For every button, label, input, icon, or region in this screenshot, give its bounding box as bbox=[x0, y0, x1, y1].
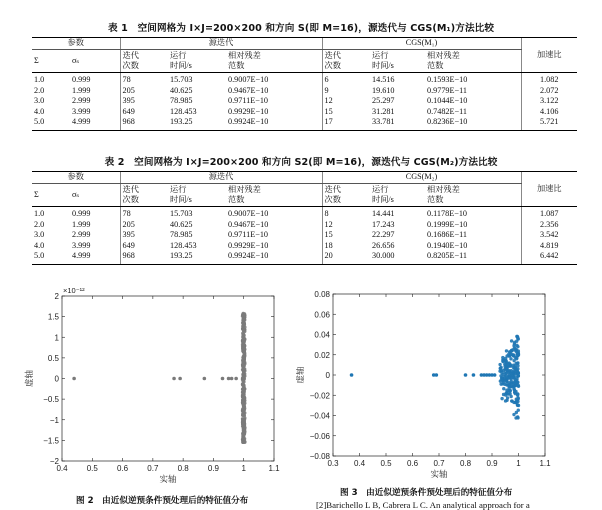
table1-col-si-iter: 迭代 次数 bbox=[120, 50, 168, 73]
figure3-caption: 图 3 由近似逆预条件预处理后的特征值分布 bbox=[340, 488, 513, 498]
y-tick-label: −0.06 bbox=[309, 431, 330, 441]
data-point bbox=[515, 351, 518, 354]
cell-sigma: 4.0 bbox=[34, 106, 45, 116]
table-row bbox=[32, 220, 577, 231]
table-row bbox=[32, 117, 577, 130]
table2-col-sigma-s: σₛ bbox=[70, 184, 120, 207]
x-tick-label: 0.8 bbox=[177, 464, 189, 473]
data-point bbox=[493, 373, 497, 377]
data-point bbox=[499, 367, 502, 370]
table2 bbox=[32, 171, 577, 265]
data-point bbox=[242, 440, 245, 443]
x-tick-label: 0.9 bbox=[207, 464, 219, 473]
cell-sigma-s: 3.999 bbox=[72, 106, 91, 116]
cell-si-time: 78.985 bbox=[170, 96, 193, 105]
table2-caption: 表 2 空间网格为 I×J=200×200 和方向 S2(即 M=16)，源迭代与 CGS(M₂)方法比较 bbox=[104, 157, 498, 168]
cell-si-iter: 78 bbox=[120, 207, 168, 220]
cell-sigma-s: 2.999 bbox=[72, 96, 91, 105]
data-point bbox=[172, 377, 176, 381]
cell-cgs-res: 0.8236E−10 bbox=[425, 117, 521, 130]
data-point bbox=[241, 332, 244, 335]
data-point bbox=[517, 385, 520, 388]
cell-speedup: 3.542 bbox=[521, 230, 577, 241]
cell-si-iter: 395 bbox=[120, 96, 168, 107]
cell-cgs-iter: 8 bbox=[322, 207, 370, 220]
data-point bbox=[502, 387, 505, 390]
cell-si-time: 40.625 bbox=[170, 85, 193, 95]
y-axis-label: 虚轴 bbox=[296, 366, 305, 384]
cell-si-time: 128.453 bbox=[170, 240, 197, 250]
table1-col-sigma-s: σₛ bbox=[70, 50, 120, 73]
data-point bbox=[464, 373, 468, 377]
reference-line: [2]Barichello L B, Cabrera L C. An analytical approach for a bbox=[316, 500, 530, 510]
table1-col-cgs-time: 运行 时间/s bbox=[370, 50, 425, 73]
cell-cgs-time: 33.781 bbox=[370, 117, 425, 130]
cell-si-time: 15.703 bbox=[170, 75, 193, 84]
data-point bbox=[178, 377, 182, 381]
data-point bbox=[512, 370, 515, 373]
data-point bbox=[516, 403, 519, 406]
cell-cgs-time: 25.297 bbox=[372, 96, 395, 105]
figure2-caption: 图 2 由近似逆预条件预处理后的特征值分布 bbox=[76, 496, 249, 506]
cell-si-time: 40.625 bbox=[170, 219, 193, 229]
cell-sigma: 2.0 bbox=[34, 85, 45, 95]
table1-col-si-time: 运行 时间/s bbox=[168, 50, 226, 73]
data-point bbox=[241, 413, 244, 416]
data-point bbox=[435, 373, 439, 377]
data-point bbox=[241, 418, 244, 421]
cell-cgs-time: 17.243 bbox=[372, 219, 395, 229]
cell-cgs-iter: 6 bbox=[322, 73, 370, 86]
table2-group-cgs: CGS(M₂) bbox=[322, 172, 521, 184]
cell-cgs-res: 0.1686E−11 bbox=[427, 230, 468, 239]
y-tick-label: 0 bbox=[54, 374, 59, 384]
x-tick-label: 0.3 bbox=[327, 459, 339, 468]
data-point bbox=[504, 360, 507, 363]
cell-si-iter: 78 bbox=[120, 73, 168, 86]
cell-si-res: 0.9467E−10 bbox=[228, 85, 269, 95]
cell-sigma: 3.0 bbox=[34, 96, 45, 105]
data-point bbox=[507, 376, 510, 379]
table1-col-cgs-res: 相对残差 范数 bbox=[425, 50, 521, 73]
table1-group-cgs: CGS(M₁) bbox=[322, 38, 521, 50]
data-point bbox=[203, 377, 207, 381]
data-point bbox=[512, 353, 515, 356]
table-row bbox=[32, 241, 577, 252]
cell-cgs-time: 19.610 bbox=[372, 85, 395, 95]
data-point bbox=[243, 432, 246, 435]
data-point bbox=[505, 349, 508, 352]
data-point bbox=[242, 384, 245, 387]
data-point bbox=[508, 354, 511, 357]
cell-si-res: 0.9467E−10 bbox=[228, 219, 269, 229]
cell-sigma-s: 4.999 bbox=[70, 117, 120, 130]
x-tick-label: 1 bbox=[241, 464, 246, 473]
cell-cgs-time: 26.656 bbox=[372, 240, 395, 250]
x-tick-label: 0.7 bbox=[147, 464, 159, 473]
data-point bbox=[500, 378, 503, 381]
table2-group-params: 参数 bbox=[32, 172, 120, 184]
cell-sigma: 4.0 bbox=[34, 240, 45, 250]
y-tick-label: 0.08 bbox=[314, 290, 330, 299]
data-point bbox=[505, 383, 508, 386]
cell-cgs-time: 22.297 bbox=[372, 230, 395, 239]
data-point bbox=[505, 389, 508, 392]
table-row bbox=[32, 96, 577, 107]
data-point bbox=[243, 350, 246, 353]
cell-si-iter: 649 bbox=[120, 241, 168, 252]
cell-cgs-res: 0.9779E−11 bbox=[427, 85, 468, 95]
cell-sigma: 2.0 bbox=[34, 219, 45, 229]
cell-speedup: 2.356 bbox=[521, 220, 577, 231]
cell-cgs-res: 0.7482E−11 bbox=[427, 106, 468, 116]
cell-si-time: 15.703 bbox=[170, 209, 193, 218]
x-tick-label: 1.1 bbox=[268, 464, 280, 473]
table-row bbox=[32, 107, 577, 118]
y-tick-label: 2 bbox=[54, 292, 59, 301]
data-point bbox=[241, 335, 244, 338]
y-tick-label: 0.06 bbox=[314, 310, 330, 320]
data-point bbox=[509, 395, 512, 398]
cell-sigma-s: 0.999 bbox=[72, 209, 91, 218]
data-point bbox=[514, 384, 517, 387]
cell-cgs-time: 31.281 bbox=[372, 106, 395, 116]
cell-sigma-s: 3.999 bbox=[72, 240, 91, 250]
cell-cgs-time: 30.000 bbox=[370, 251, 425, 264]
cell-speedup: 3.122 bbox=[521, 96, 577, 107]
cell-cgs-iter: 18 bbox=[322, 241, 370, 252]
table1-col-sigma: Σ bbox=[32, 50, 70, 73]
data-point bbox=[503, 378, 506, 381]
data-point bbox=[72, 377, 76, 381]
figure3-plot bbox=[296, 284, 566, 493]
data-point bbox=[517, 374, 520, 377]
data-point bbox=[242, 328, 245, 331]
data-point bbox=[230, 377, 234, 381]
cell-speedup: 4.106 bbox=[521, 107, 577, 118]
y-tick-label: 0.5 bbox=[47, 353, 59, 363]
cell-speedup: 5.721 bbox=[521, 117, 577, 130]
cell-sigma: 3.0 bbox=[34, 230, 45, 239]
table1-col-cgs-iter: 迭代 次数 bbox=[322, 50, 370, 73]
data-point bbox=[350, 373, 354, 377]
table-row bbox=[32, 86, 577, 97]
data-point bbox=[241, 422, 244, 425]
data-point bbox=[242, 374, 245, 377]
data-point bbox=[514, 390, 517, 393]
y-tick-label: −2 bbox=[49, 457, 59, 466]
cell-si-res: 0.9929E−10 bbox=[228, 240, 269, 250]
data-point bbox=[512, 359, 515, 362]
data-point bbox=[243, 314, 246, 317]
data-point bbox=[241, 319, 244, 322]
data-point bbox=[510, 349, 513, 352]
table2-col-cgs-time: 运行 时间/s bbox=[370, 184, 425, 207]
x-tick-label: 0.6 bbox=[406, 459, 419, 468]
x-tick-label: 0.5 bbox=[86, 464, 98, 473]
x-tick-label: 0.4 bbox=[56, 464, 68, 473]
x-tick-label: 0.6 bbox=[117, 464, 129, 473]
cell-sigma-s: 1.999 bbox=[72, 85, 91, 95]
data-point bbox=[514, 362, 517, 365]
cell-si-res: 0.9007E−10 bbox=[228, 209, 269, 218]
y-tick-label: 0 bbox=[325, 371, 330, 380]
table-row bbox=[32, 230, 577, 241]
data-point bbox=[517, 408, 520, 411]
cell-cgs-iter: 9 bbox=[322, 86, 370, 97]
y-tick-label: 1.5 bbox=[47, 312, 59, 322]
data-point bbox=[242, 406, 245, 409]
cell-cgs-iter: 17 bbox=[322, 117, 370, 130]
table1-col-speedup: 加速比 bbox=[521, 38, 577, 73]
data-point bbox=[515, 344, 518, 347]
data-point bbox=[242, 389, 245, 392]
data-point bbox=[512, 401, 515, 404]
cell-si-time: 193.25 bbox=[168, 117, 226, 130]
table1-caption: 表 1 空间网格为 I×J=200×200 和方向 S(即 M=16)，源迭代与 CGS(M₁)方法比较 bbox=[107, 23, 495, 34]
y-tick-label: −1.5 bbox=[43, 436, 59, 446]
x-axis-label: 实轴 bbox=[430, 469, 448, 479]
cell-si-res: 0.9007E−10 bbox=[228, 75, 269, 84]
cell-sigma: 1.0 bbox=[34, 75, 45, 84]
cell-sigma-s: 0.999 bbox=[72, 75, 91, 84]
data-point bbox=[512, 413, 515, 416]
cell-sigma-s: 2.999 bbox=[72, 230, 91, 239]
cell-si-iter: 968 bbox=[120, 117, 168, 130]
cell-cgs-iter: 15 bbox=[322, 230, 370, 241]
cell-cgs-res: 0.1593E−10 bbox=[427, 75, 468, 84]
data-point bbox=[241, 361, 244, 364]
data-point bbox=[500, 397, 503, 400]
data-point bbox=[516, 393, 519, 396]
data-point bbox=[516, 336, 519, 339]
cell-cgs-time: 14.441 bbox=[372, 209, 395, 218]
cell-si-res: 0.9924E−10 bbox=[226, 117, 322, 130]
table1-group-params: 参数 bbox=[32, 38, 120, 50]
data-point bbox=[241, 368, 244, 371]
y-tick-label: −0.5 bbox=[43, 395, 59, 405]
table2-col-si-iter: 迭代 次数 bbox=[120, 184, 168, 207]
x-axis-label: 实轴 bbox=[159, 474, 177, 484]
data-point bbox=[510, 339, 513, 342]
cell-sigma-s: 1.999 bbox=[72, 219, 91, 229]
y-tick-label: −0.08 bbox=[309, 452, 330, 461]
x-tick-label: 0.4 bbox=[353, 459, 366, 468]
cell-si-iter: 968 bbox=[120, 251, 168, 264]
table2-col-cgs-iter: 迭代 次数 bbox=[322, 184, 370, 207]
table2-col-si-time: 运行 时间/s bbox=[168, 184, 226, 207]
data-point bbox=[510, 382, 513, 385]
cell-si-time: 128.453 bbox=[170, 106, 197, 116]
table-row bbox=[32, 73, 577, 86]
cell-si-res: 0.9924E−10 bbox=[226, 251, 322, 264]
cell-sigma-s: 4.999 bbox=[70, 251, 120, 264]
table-row bbox=[32, 207, 577, 220]
cell-speedup: 1.087 bbox=[521, 207, 577, 220]
cell-sigma: 5.0 bbox=[32, 251, 70, 264]
table2-col-cgs-res: 相对残差 范数 bbox=[425, 184, 521, 207]
cell-si-iter: 205 bbox=[120, 86, 168, 97]
cell-speedup: 2.072 bbox=[521, 86, 577, 97]
y-axis-label: 虚轴 bbox=[24, 369, 34, 388]
data-point bbox=[472, 373, 476, 377]
table2-col-speedup: 加速比 bbox=[521, 172, 577, 207]
y-tick-label: −0.02 bbox=[309, 391, 330, 401]
cell-cgs-time: 14.516 bbox=[372, 75, 395, 84]
data-point bbox=[506, 396, 509, 399]
table1-col-si-res: 相对残差 范数 bbox=[226, 50, 322, 73]
cell-si-iter: 395 bbox=[120, 230, 168, 241]
data-point bbox=[512, 344, 515, 347]
data-point bbox=[221, 377, 225, 381]
cell-si-iter: 205 bbox=[120, 220, 168, 231]
cell-speedup: 6.442 bbox=[521, 251, 577, 264]
cell-si-res: 0.9929E−10 bbox=[228, 106, 269, 116]
data-point bbox=[498, 363, 501, 366]
cell-sigma: 1.0 bbox=[34, 209, 45, 218]
table2-col-sigma: Σ bbox=[32, 184, 70, 207]
data-point bbox=[241, 378, 244, 381]
cell-cgs-iter: 12 bbox=[322, 96, 370, 107]
data-point bbox=[516, 367, 519, 370]
data-point bbox=[241, 401, 244, 404]
y-tick-label: 1 bbox=[54, 333, 59, 343]
data-point bbox=[509, 364, 512, 367]
table-row bbox=[32, 251, 577, 264]
cell-si-iter: 649 bbox=[120, 107, 168, 118]
table1-group-si: 源迭代 bbox=[120, 38, 322, 50]
data-point bbox=[504, 399, 507, 402]
cell-sigma: 5.0 bbox=[32, 117, 70, 130]
table2-group-si: 源迭代 bbox=[120, 172, 322, 184]
data-point bbox=[509, 385, 512, 388]
data-point bbox=[515, 381, 518, 384]
cell-cgs-iter: 20 bbox=[322, 251, 370, 264]
x-tick-label: 0.9 bbox=[486, 459, 498, 468]
cell-si-res: 0.9711E−10 bbox=[228, 230, 269, 239]
data-point bbox=[505, 366, 508, 369]
cell-cgs-res: 0.8205E−11 bbox=[425, 251, 521, 264]
cell-speedup: 4.819 bbox=[521, 241, 577, 252]
y-exponent-label: ×10⁻¹² bbox=[63, 286, 85, 295]
y-tick-label: −0.04 bbox=[309, 411, 330, 421]
x-tick-label: 0.8 bbox=[459, 459, 472, 468]
data-point bbox=[242, 324, 245, 327]
data-point bbox=[243, 395, 246, 398]
data-point bbox=[516, 415, 519, 418]
table1 bbox=[32, 37, 577, 131]
cell-cgs-iter: 15 bbox=[322, 107, 370, 118]
x-tick-label: 1.1 bbox=[539, 459, 551, 468]
x-tick-label: 1 bbox=[516, 459, 521, 468]
cell-cgs-res: 0.1044E−10 bbox=[427, 96, 468, 105]
data-point bbox=[242, 344, 245, 347]
x-tick-label: 0.7 bbox=[433, 459, 445, 468]
cell-speedup: 1.082 bbox=[521, 73, 577, 86]
table2-col-si-res: 相对残差 范数 bbox=[226, 184, 322, 207]
cell-si-time: 78.985 bbox=[170, 230, 193, 239]
data-point bbox=[234, 377, 238, 381]
cell-cgs-res: 0.1178E−10 bbox=[427, 209, 468, 218]
cell-cgs-iter: 12 bbox=[322, 220, 370, 231]
y-tick-label: −1 bbox=[49, 415, 59, 425]
cell-si-time: 193.25 bbox=[168, 251, 226, 264]
data-point bbox=[501, 356, 504, 359]
y-tick-label: 0.02 bbox=[314, 350, 330, 360]
cell-cgs-res: 0.1999E−10 bbox=[427, 219, 468, 229]
figure2-plot bbox=[20, 284, 290, 493]
cell-si-res: 0.9711E−10 bbox=[228, 96, 269, 105]
y-tick-label: 0.04 bbox=[314, 330, 330, 340]
data-point bbox=[509, 389, 512, 392]
cell-cgs-res: 0.1940E−10 bbox=[427, 240, 468, 250]
x-tick-label: 0.5 bbox=[380, 459, 392, 468]
data-point bbox=[513, 377, 516, 380]
